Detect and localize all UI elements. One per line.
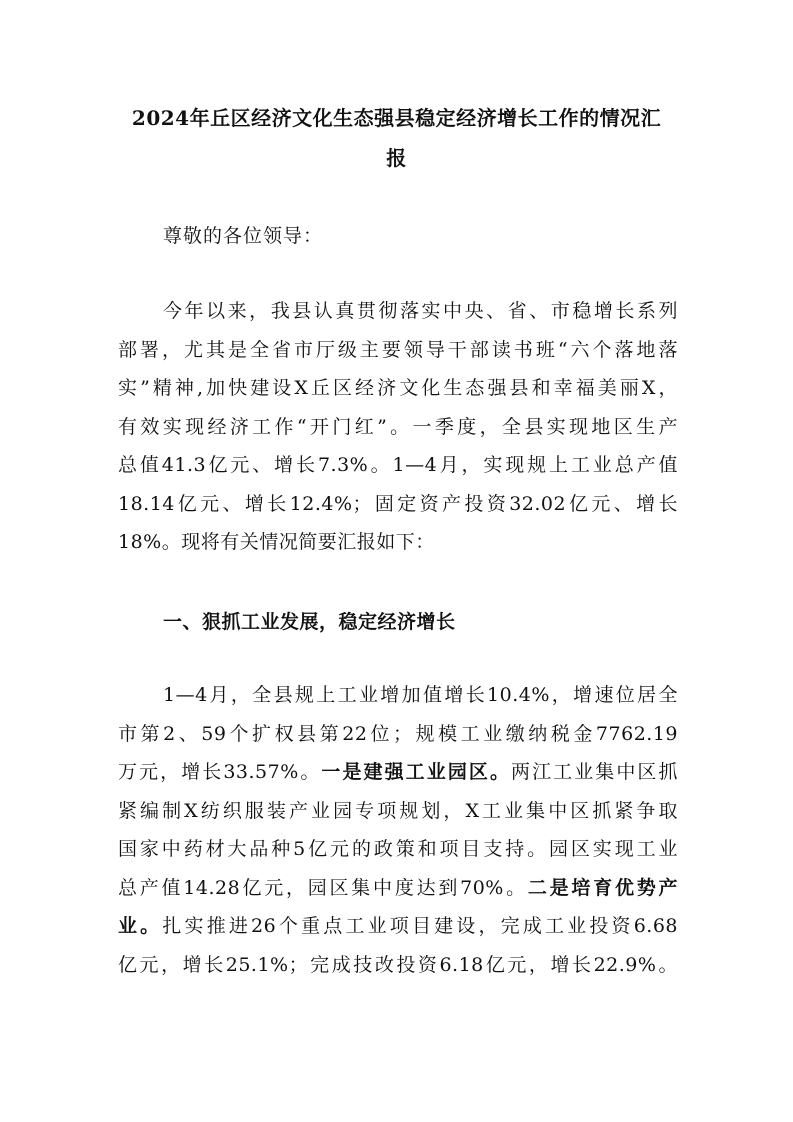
intro-line: 总值41.3亿元、增长7.3%。1—4月，实现规上工业总产值 (118, 454, 678, 476)
key-point-1: 一是建强工业园区。 (321, 761, 512, 783)
section-1-line (118, 869, 678, 908)
intro-line: 有效实现经济工作“开门红”。一季度，全县实现地区生产 (118, 415, 678, 438)
line-text: 万元，增长33.57%。 (118, 761, 322, 783)
intro-line: 部署，尤其是全省市厅级主要领导干部读书班“六个落地落 (118, 338, 678, 361)
intro-paragraph (118, 292, 678, 562)
line-text: 扎实推进26个重点工业项目建设，完成工业投资6.68 (162, 915, 678, 937)
section-1-heading: 一、狠抓工业发展，稳定经济增长 (163, 611, 456, 633)
section-1-line: 1—4月，全县规上工业增加值增长10.4%，增速位居全 (163, 684, 678, 706)
intro-line: 今年以来，我县认真贯彻落实中央、省、市稳增长系列 (163, 300, 678, 322)
section-1-line: 紧编制X纺织服装产业园专项规划，X工业集中区抓紧争取 (118, 799, 678, 822)
line-text: 两江工业集中区抓 (511, 761, 678, 783)
intro-line: 实”精神,加快建设X丘区经济文化生态强县和幸福美丽X， (118, 377, 678, 399)
section-1-line: 亿元，增长25.1%；完成技改投资6.18亿元，增长22.9%。 (118, 953, 678, 976)
salutation: 尊敬的各位领导： (163, 225, 324, 247)
key-point-2-end: 业。 (118, 915, 163, 937)
key-point-2: 二是培育优势产 (527, 876, 678, 899)
section-1-line: 市第2、59个扩权县第22位；规模工业缴纳税金7762.19 (118, 722, 678, 745)
title-line-2: 报 (386, 146, 407, 170)
section-1-line (118, 907, 678, 946)
section-1-line (118, 753, 678, 792)
section-1-line: 国家中药材大品种5亿元的政策和项目支持。园区实现工业 (118, 838, 678, 860)
intro-line: 18%。现将有关情况简要汇报如下： (118, 531, 435, 553)
line-text: 总产值14.28亿元，园区集中度达到70%。 (118, 876, 528, 899)
section-1-paragraph (118, 676, 678, 984)
intro-line: 18.14亿元、增长12.4%；固定资产投资32.02亿元、增长 (118, 492, 678, 515)
document-title (118, 98, 675, 178)
title-line-1: 2024年丘区经济文化生态强县稳定经济增长工作的情况汇 (131, 106, 662, 130)
